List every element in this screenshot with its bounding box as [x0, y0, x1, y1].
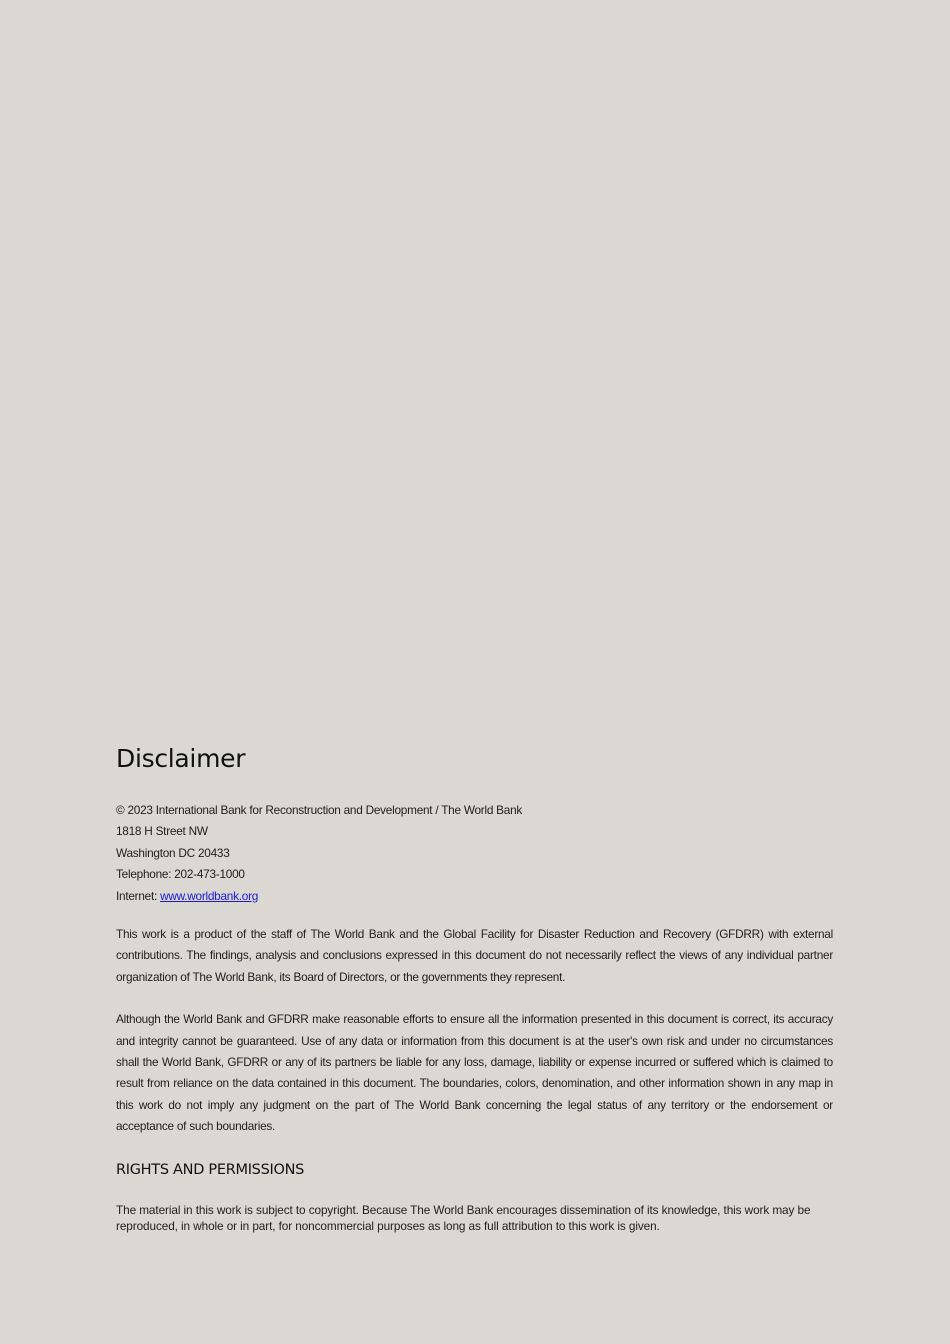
address-block — [116, 800, 833, 907]
rights-paragraph: The material in this work is subject to copyright. Because The World Bank encourages dissemination of its knowledge, this work may be reproduced, in whole or in part, for noncommercial purposes as long as full attribution to this work is given. — [116, 1202, 811, 1233]
street-line: 1818 H Street NW — [116, 824, 208, 839]
disclaimer-paragraph-2: Although the World Bank and GFDRR make reasonable efforts to ensure all the information presented in this document is correct, its accuracy and integrity cannot be guaranteed. Use of any data or information from this document is at the user's own risk and under no circumstances shall the World Bank, GFDRR or any of its partners be liable for any loss, damage, liability or expense incurred or suffered which is claimed to result from reliance on the data contained in this document. The boundaries, colors, denomination, and other information shown in any map in this work do not imply any judgment on the part of The World Bank concerning the legal status of any territory or the endorsement or acceptance of such boundaries. — [116, 1012, 833, 1134]
city-line: Washington DC 20433 — [116, 845, 230, 860]
rights-heading: RIGHTS AND PERMISSIONS — [116, 1161, 305, 1178]
internet-line — [116, 886, 833, 907]
disclaimer-section — [116, 742, 833, 1234]
disclaimer-paragraph-1: This work is a product of the staff of The World Bank and the Global Facility for Disaster Reduction and Recovery (GFDRR) with external contributions. The findings, analysis and conclusions expressed in this document do not necessarily reflect the views of any individual partner organization of The World Bank, its Board of Directors, or the governments they represent. — [116, 927, 833, 984]
page-title: Disclaimer — [116, 744, 246, 773]
copyright-line: © 2023 International Bank for Reconstruction and Development / The World Bank — [116, 803, 523, 817]
worldbank-link[interactable]: www.worldbank.org — [160, 888, 259, 903]
internet-label: Internet: — [116, 888, 161, 903]
telephone-line: Telephone: 202-473-1000 — [116, 867, 245, 882]
